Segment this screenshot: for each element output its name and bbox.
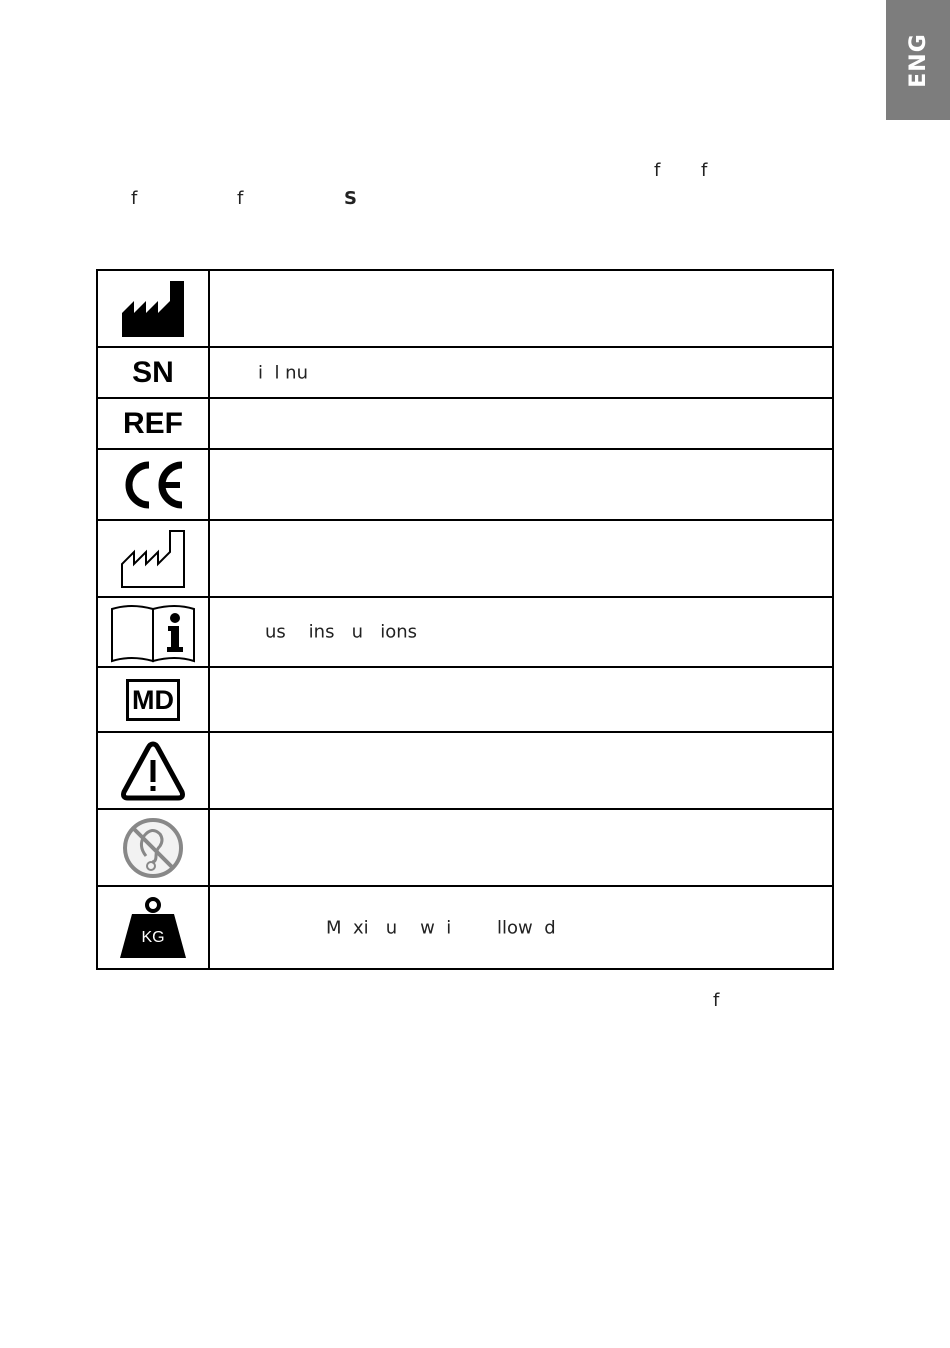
symbol-description: us ins u ions	[265, 621, 417, 643]
symbol-cell	[97, 520, 209, 597]
description-cell	[209, 809, 833, 886]
serial-number-symbol: SN	[132, 355, 174, 389]
medical-device-symbol: MD	[126, 679, 180, 721]
manufacturer-icon	[120, 279, 186, 339]
symbol-row	[97, 398, 833, 449]
symbol-row	[97, 667, 833, 732]
footer-fragment: f	[713, 990, 720, 1011]
language-tab-label: ENG	[905, 32, 931, 88]
symbol-row	[97, 347, 833, 398]
description-cell	[209, 520, 833, 597]
description-cell	[209, 347, 833, 398]
warning-triangle-icon	[120, 740, 186, 802]
symbol-cell	[97, 347, 209, 398]
maximum-weight-icon	[118, 896, 188, 960]
description-cell	[209, 732, 833, 809]
intro-fragment: f	[131, 188, 138, 209]
symbol-row	[97, 597, 833, 667]
symbol-cell	[97, 667, 209, 732]
symbols-table	[96, 269, 834, 970]
symbol-cell	[97, 809, 209, 886]
intro-fragment: f	[654, 160, 661, 181]
symbol-cell	[97, 886, 209, 969]
symbol-cell	[97, 270, 209, 347]
date-of-manufacture-icon	[119, 528, 187, 590]
symbol-description: i l nu	[258, 362, 308, 383]
symbol-cell	[97, 398, 209, 449]
intro-fragment: f	[237, 188, 244, 209]
symbol-cell	[97, 732, 209, 809]
reference-number-symbol: REF	[123, 406, 183, 440]
symbol-row	[97, 270, 833, 347]
description-cell	[209, 449, 833, 520]
intro-fragment: f	[701, 160, 708, 181]
description-cell	[209, 667, 833, 732]
instructions-for-use-icon	[109, 601, 197, 663]
symbol-row	[97, 449, 833, 520]
symbol-cell	[97, 597, 209, 667]
intro-fragment: S	[344, 188, 357, 209]
description-cell	[209, 597, 833, 667]
symbol-row	[97, 809, 833, 886]
language-tab	[886, 0, 950, 120]
symbol-row	[97, 520, 833, 597]
symbol-row	[97, 886, 833, 969]
symbol-description: M xi u w i llow d	[326, 917, 556, 938]
description-cell	[209, 270, 833, 347]
ce-mark-icon	[118, 457, 188, 513]
symbol-row	[97, 732, 833, 809]
no-hearing-aid-icon	[120, 816, 186, 880]
description-cell	[209, 398, 833, 449]
symbol-cell	[97, 449, 209, 520]
description-cell	[209, 886, 833, 969]
weight-label: KG	[141, 928, 165, 946]
